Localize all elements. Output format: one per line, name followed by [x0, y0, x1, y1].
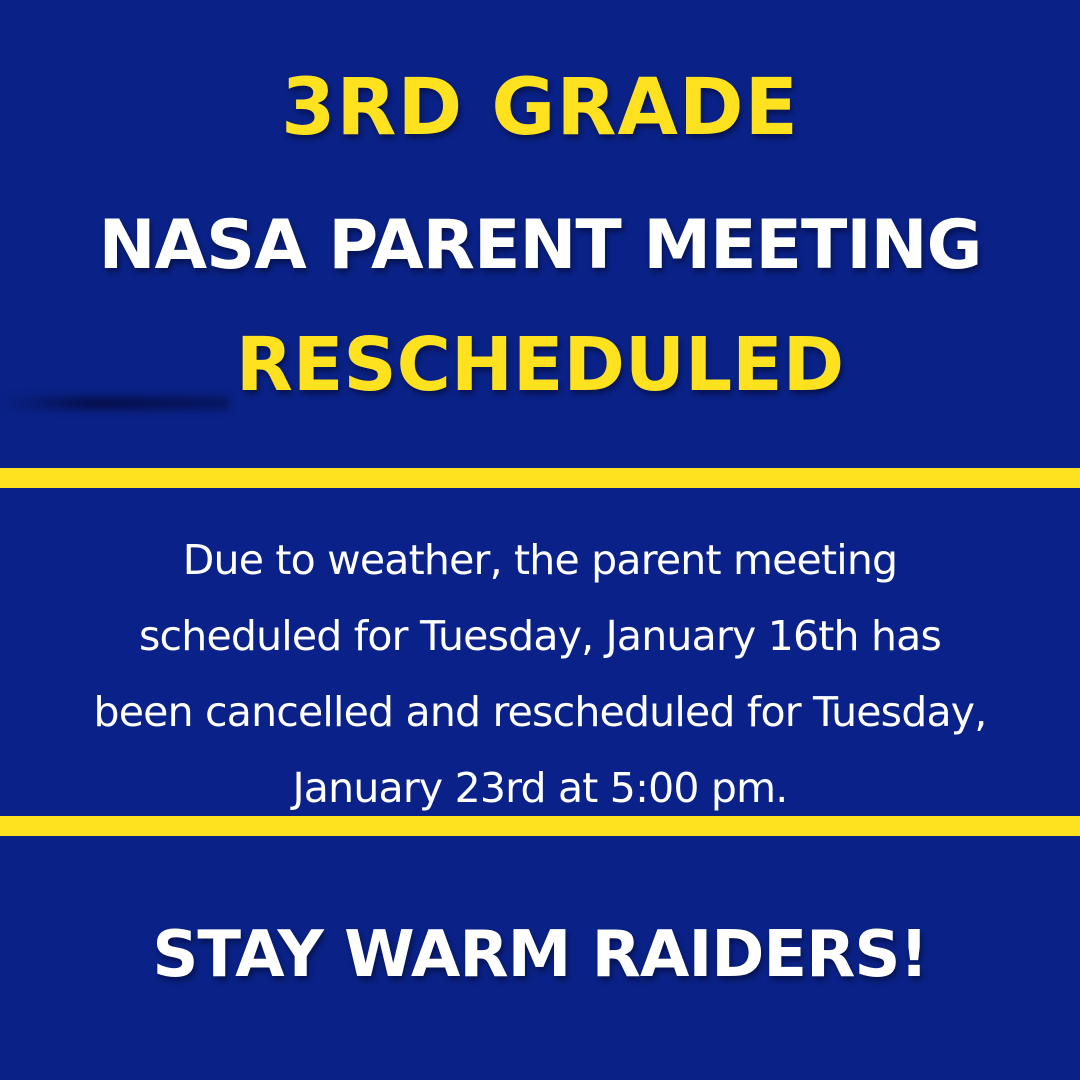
closing-message: STAY WARM RAIDERS! — [152, 918, 928, 992]
meeting-title: NASA PARENT MEETING — [98, 206, 982, 285]
bottom-divider-stripe — [0, 816, 1080, 836]
notice-line: Due to weather, the parent meeting — [182, 536, 898, 584]
grade-heading: 3RD GRADE — [281, 63, 799, 153]
notice-message — [0, 522, 1080, 826]
notice-line: January 23rd at 5:00 pm. — [292, 764, 788, 812]
status-heading: RESCHEDULED — [235, 322, 845, 408]
notice-line: scheduled for Tuesday, January 16th has — [138, 612, 942, 660]
decorative-shadow — [0, 396, 230, 410]
notice-line: been cancelled and rescheduled for Tuesday, — [93, 688, 987, 736]
top-divider-stripe — [0, 468, 1080, 488]
